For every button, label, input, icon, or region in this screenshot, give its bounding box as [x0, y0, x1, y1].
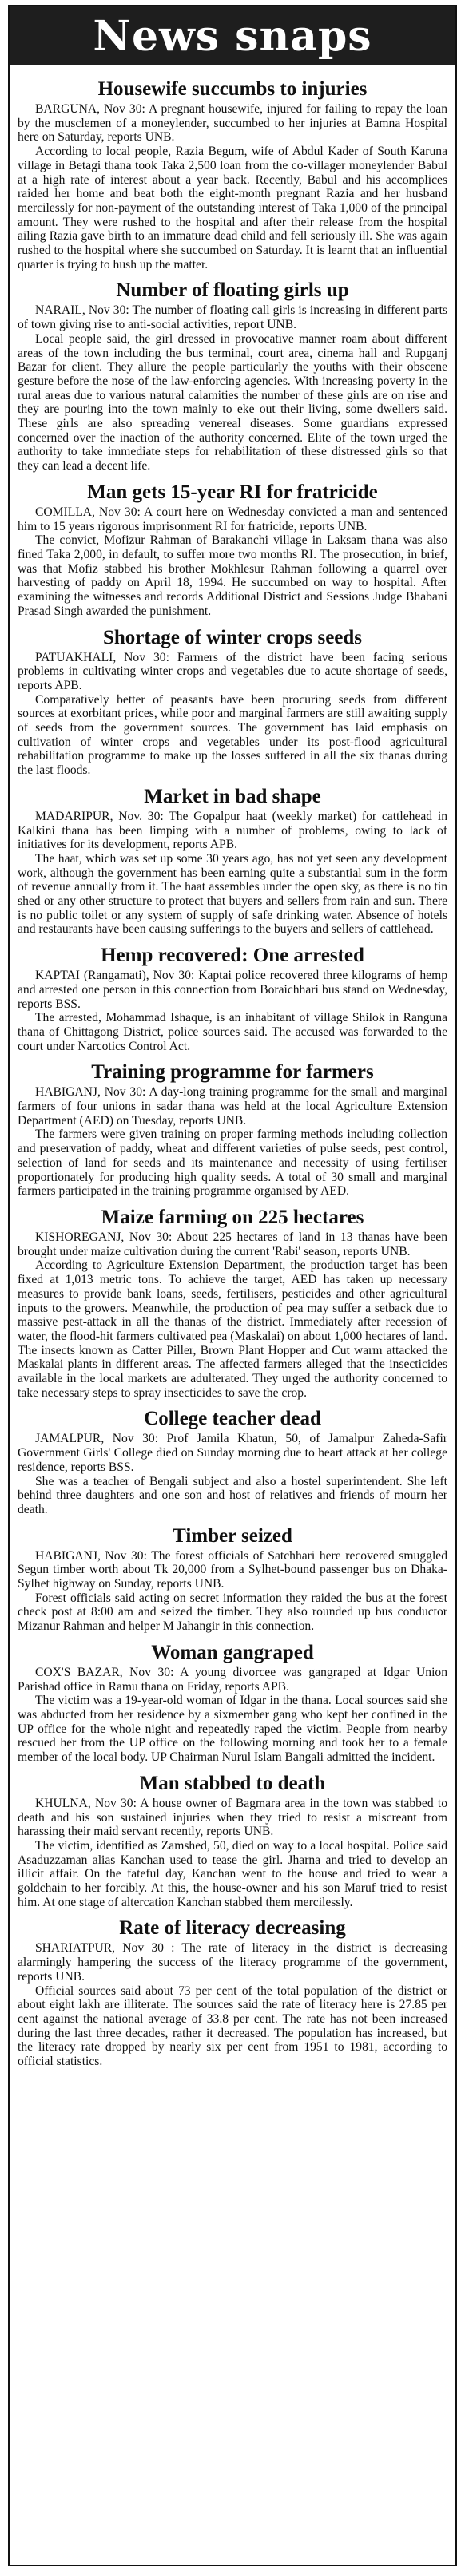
- story-body-paragraph: The convict, Mofizur Rahman of Barakanchi village in Laksam thana was also fined Taka 2,000, in default, to suffer more two months RI. The prosecution, in brief, was that Mofiz stabbed his brother Mokhlesur Rahman following a quarrel over harvesting of paddy on April 18, 1994. He succumbed on way to hospital. After examining the witnesses and records Additional District and Sessions Judge Bhabani Prasad Singh awarded the punishment.: [18, 533, 447, 618]
- news-story: [18, 786, 447, 937]
- story-headline: Market in bad shape: [144, 785, 321, 807]
- story-headline: Timber seized: [173, 1524, 292, 1547]
- story-dateline-paragraph: NARAIL, Nov 30: The number of floating call girls is increasing in different parts of town giving rise to anti-social activities, report UNB.: [18, 303, 447, 332]
- story-dateline-paragraph: MADARIPUR, Nov. 30: The Gopalpur haat (weekly market) for cattlehead in Kalkini thana has been limping with a number of problems, owing to lack of initiatives for its development, reports APB.: [18, 809, 447, 852]
- news-story: [18, 482, 447, 619]
- story-body-paragraph: According to Agriculture Extension Department, the production target has been fixed at 1,013 metric tons. To achieve the target, AED has taken up necessary measures to provide bank loans, seeds, fertilisers, pesticides and other agricultural inputs to the growers. Meanwhile, the production of pea may suffer a setback due to massive pest-attack in all the thanas of the district. Immediately after recession of water, the flood-hit farmers cultivated pea (Maskalai) on about 1,000 hectares of land. The insects known as Catter Piller, Brown Plant Hopper and Cut warm attacked the Maskalai plants in different areas. The affected farmers alleged that the insecticides available in the local markets are adulterated. They urged the authority concerned to take necessary steps to spray insecticides to save the crop.: [18, 1258, 447, 1400]
- story-dateline-paragraph: COMILLA, Nov 30: A court here on Wednesday convicted a man and sentenced him to 15 years rigorous imprisonment RI for fratricide, reports UNB.: [18, 505, 447, 533]
- news-story: [18, 1642, 447, 1765]
- story-dateline-paragraph: JAMALPUR, Nov 30: Prof Jamila Khatun, 50, of Jamalpur Zaheda-Safir Government Girls' College died on Sunday morning due to heart attack at her college residence, reports BSS.: [18, 1432, 447, 1474]
- story-headline: Woman gangraped: [151, 1641, 314, 1663]
- story-dateline-paragraph: KHULNA, Nov 30: A house owner of Bagmara area in the town was stabbed to death and his son sustained injuries when they tried to resist a miscreant from harassing their maid servant recently, reports UNB.: [18, 1796, 447, 1839]
- story-dateline-paragraph: KISHOREGANJ, Nov 30: About 225 hectares of land in 13 thanas have been brought under maize cultivation during the current 'Rabi' season, reports UNB.: [18, 1231, 447, 1258]
- story-body-paragraph: The farmers were given training on proper farming methods including collection and preservation of paddy, wheat and different varieties of pulse seeds, pest control, selection of land for seeds and its maintenance and necessity of using fertiliser proportionately for producing high quality seeds. A total of 30 small and marginal farmers participated in the training programme organised by AED.: [18, 1127, 447, 1199]
- story-headline: College teacher dead: [144, 1408, 321, 1430]
- news-story: [18, 1061, 447, 1199]
- story-body-paragraph: Local people said, the girl dressed in provocative manner roam about different areas of the town including the bus terminal, court area, cinema hall and Rupganj Bazar for client. They allure the people particularly the youths with their obscene gesture before the nose of the law-enforcing agencies. With increasing poverty in the rural areas due to various natural calamities the number of these girls are on rise and they are pouring into the town mainly to eke out their living, some dwellers said. These girls are also spreading venereal diseases. Some guardians expressed concerned over the inaction of the authority concerned. Elite of the town urged the authority to take immediate steps for rehabilitation of these distressed girls so that they can lead a decent life.: [18, 331, 447, 474]
- story-headline: Man gets 15-year RI for fratricide: [87, 481, 378, 503]
- story-body-paragraph: The haat, which was set up some 30 years ago, has not yet seen any development work, although the government has been earning quite a substantial sum in the form of revenue annually from it. The haat assembles under the open sky, as there is no tin shed or any other structure to protect that buyers and sellers from rain and sun. There is no public toilet or any system of supply of safe drinking water. Absence of hotels and restaurants have been causing sufferings to the buyers and sellers of cattlehead.: [18, 851, 447, 937]
- story-body-paragraph: She was a teacher of Bengali subject and also a hostel superintendent. She left behind three daughters and one son and host of relatives and friends of mourn her death.: [18, 1474, 447, 1516]
- story-headline: Man stabbed to death: [139, 1772, 326, 1794]
- story-headline: Number of floating girls up: [116, 279, 349, 302]
- stories-column: [10, 65, 455, 2069]
- story-body-paragraph: Comparatively better of peasants have been procuring seeds from different sources at exorbitant prices, while poor and marginal farmers are still awaiting supply of seeds from the government sources. The government has laid emphasis on cultivation of winter crops and vegetables under its post-flood agricultural rehabilitation programme to make up the losses suffered in all the six thanas during the last floods.: [18, 692, 447, 778]
- story-body-paragraph: The arrested, Mohammad Ishaque, is an inhabitant of village Shilok in Ranguna thana of Chittagong District, police sources said. The accused was forwarded to the court under Narcotics Control Act.: [18, 1011, 447, 1053]
- story-headline: Shortage of winter crops seeds: [102, 626, 363, 648]
- story-body-paragraph: The victim, identified as Zamshed, 50, died on way to a local hospital. Police said Asaduzzaman alias Kanchan used to tease the girl. Jharna and tried to develop an illicit affair. On the fateful day, Kanchan went to the house and tried to wear a goldchain to her forcibly. At this, the house-owner and his son Maruf tried to resist him. At one stage of altercation Kanchan stabbed them mercilessly.: [18, 1838, 447, 1909]
- news-story: [18, 1525, 447, 1634]
- story-body-paragraph: The victim was a 19-year-old woman of Idgar in the thana. Local sources said she was abducted from her residence by a sixmember gang who kept her confined in the UP office for the whole night and repeatedly raped the victim. People from nearby rescued her from the UP office on the following morning and took her to a female member of the local body. UP Chairman Nurul Islam Bangali admitted the incident.: [18, 1694, 447, 1765]
- news-story: [18, 627, 447, 778]
- story-headline: Training programme for farmers: [91, 1061, 374, 1084]
- story-body-paragraph: Forest officials said acting on secret information they raided the bus at the forest check post at 8:00 am and seized the timber. They also rounded up bus conductor Mizanur Rahman and helper M Jahangir in this connection.: [18, 1591, 447, 1634]
- news-story: [18, 1408, 447, 1516]
- news-story: [18, 1207, 447, 1400]
- story-headline: Maize farming on 225 hectares: [101, 1207, 364, 1228]
- story-body-paragraph: Official sources said about 73 per cent of the total population of the district or about eight lakh are illiterate. The sources said the rate of literacy here is 27.85 per cent against the national average of 33.8 per cent. The rate has not been increased during the last three decades, rather it decreased. The population has increased, but the literacy rate dropped by nearly six per cent from 1951 to 1981, according to official statistics.: [18, 1984, 447, 2069]
- news-story: [18, 1917, 447, 2068]
- story-headline: Rate of literacy decreasing: [119, 1917, 346, 1940]
- story-dateline-paragraph: PATUAKHALI, Nov 30: Farmers of the district have been facing serious problems in cultivating winter crops and vegetables due to acute shortage of seeds, reports APB.: [18, 650, 447, 692]
- story-dateline-paragraph: COX'S BAZAR, Nov 30: A young divorcee was gangraped at Idgar Union Parishad office in Ramu thana on Friday, reports APB.: [18, 1665, 447, 1694]
- masthead-title: News snaps: [10, 6, 455, 65]
- news-story: [18, 78, 447, 271]
- story-dateline-paragraph: HABIGANJ, Nov 30: The forest officials of Satchhari here recovered smuggled Segun timber worth about Tk 20,000 from a Sylhet-bound passenger bus on Dhaka-Sylhet highway on Sunday, reports UNB.: [18, 1548, 447, 1591]
- news-story: [18, 945, 447, 1053]
- news-page: [8, 5, 457, 2566]
- story-headline: Housewife succumbs to injuries: [97, 78, 368, 100]
- news-story: [18, 279, 447, 473]
- story-dateline-paragraph: BARGUNA, Nov 30: A pregnant housewife, injured for failing to repay the loan by the musclemen of a moneylender, succumbed to her injuries at Bamna Hospital here on Saturday, reports UNB.: [18, 102, 447, 145]
- story-dateline-paragraph: SHARIATPUR, Nov 30 : The rate of literacy in the district is decreasing alarmingly hampering the success of the literacy programme of the government, reports UNB.: [18, 1941, 447, 1984]
- story-dateline-paragraph: HABIGANJ, Nov 30: A day-long training programme for the small and marginal farmers of four unions in sadar thana was held at the local Agriculture Extension Department (AED) on Tuesday, reports UNB.: [18, 1085, 447, 1127]
- story-headline: Hemp recovered: One arrested: [101, 945, 364, 967]
- story-body-paragraph: According to local people, Razia Begum, wife of Abdul Kader of South Karuna village in Betagi thana took Taka 2,500 loan from the co-villager moneylender Babul at a high rate of interest about a year back. Recently, Babul and his accomplices raided her home and beat both the eight-month pregnant Razia and her husband mercilessly for non-payment of the outstanding interest of Taka 1,000 of the principal amount. They were rushed to the hospital and after their release from the hospital ailing Razia gave birth to an immature dead child and fell seriously ill. She was again rushed to the hospital where she succumbed on Saturday. It is learnt that an influential quarter is trying to hush up the matter.: [18, 145, 447, 271]
- story-dateline-paragraph: KAPTAI (Rangamati), Nov 30: Kaptai police recovered three kilograms of hemp and arrested one person in this connection from Boraichhari bus stand on Wednesday, reports BSS.: [18, 969, 447, 1011]
- news-story: [18, 1773, 447, 1910]
